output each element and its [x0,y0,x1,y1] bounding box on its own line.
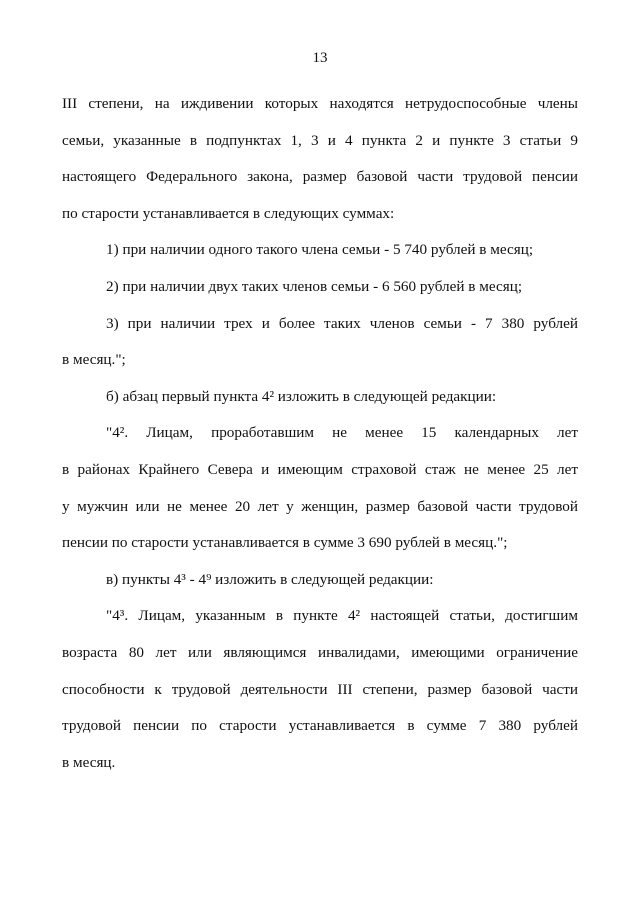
document-body [62,86,578,781]
text-line: "4³. Лицам, указанным в пункте 4² настоящей статьи, достигшим [106,607,578,625]
text-line: способности к трудовой деятельности III степени, размер базовой части [62,680,578,698]
text-line: в месяц."; [62,351,126,369]
text-line: б) абзац первый пункта 4² изложить в следующей редакции: [106,387,497,405]
text-line: по старости устанавливается в следующих суммах: [62,204,395,222]
text-line: у мужчин или не менее 20 лет у женщин, размер базовой части трудовой [62,497,578,515]
text-line: в) пункты 4³ - 4⁹ изложить в следующей редакции: [106,570,434,588]
text-line: 1) при наличии одного такого члена семьи - 5 740 рублей в месяц; [106,241,534,259]
text-line: настоящего Федерального закона, размер базовой части трудовой пенсии [62,168,578,186]
text-line: семьи, указанные в подпунктах 1, 3 и 4 пункта 2 и пункте 3 статьи 9 [62,131,578,149]
text-line: в районах Крайнего Севера и имеющим страховой стаж не менее 25 лет [62,460,578,478]
page-number: 13 [312,50,328,66]
text-line: в месяц. [62,753,116,771]
text-line: пенсии по старости устанавливается в сумме 3 690 рублей в месяц."; [62,534,508,552]
text-line: 2) при наличии двух таких членов семьи - 6 560 рублей в месяц; [106,277,523,295]
text-line: 3) при наличии трех и более таких членов семьи - 7 380 рублей [106,314,578,332]
text-line: возраста 80 лет или являющимся инвалидами, имеющими ограничение [62,643,578,661]
text-line: III степени, на иждивении которых находятся нетрудоспособные члены [62,95,578,112]
text-line: "4². Лицам, проработавшим не менее 15 календарных лет [106,424,578,442]
text-line: трудовой пенсии по старости устанавливается в сумме 7 380 рублей [62,717,578,735]
